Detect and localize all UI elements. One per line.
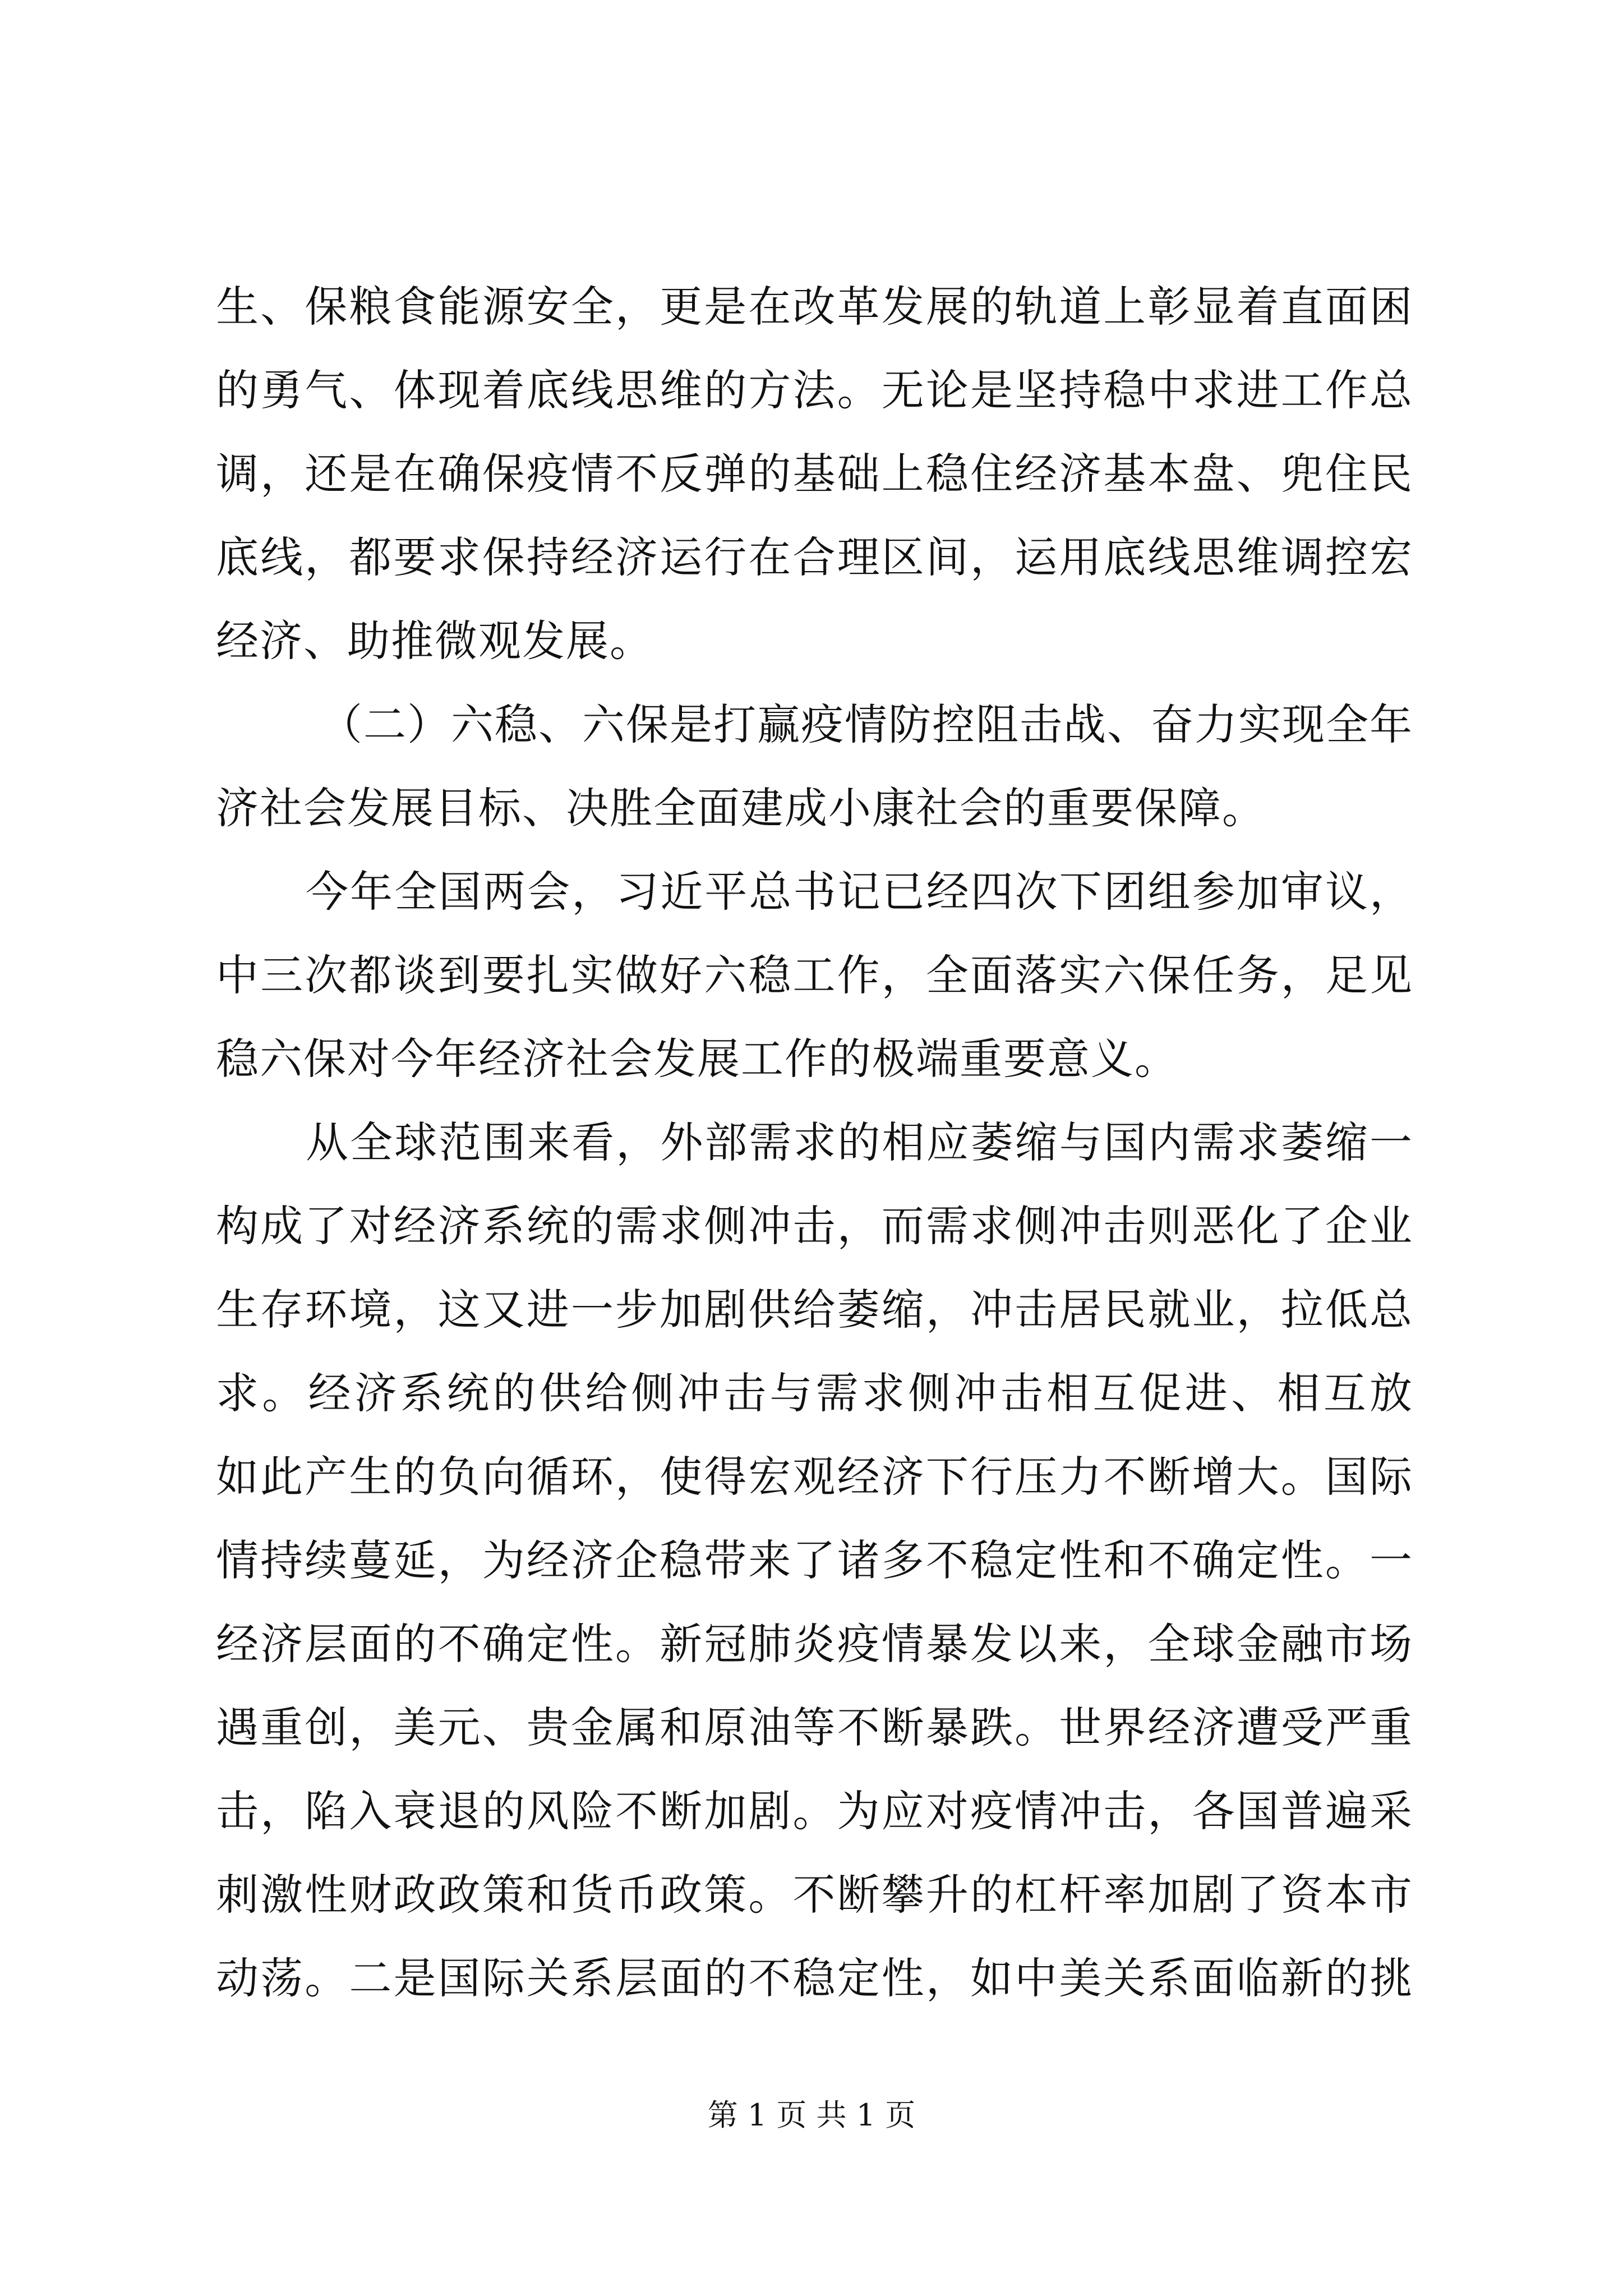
text-line: 经济层面的不确定性。新冠肺炎疫情暴发以来，全球金融市场 xyxy=(216,1619,1413,1669)
page-footer: 第 1 页 共 1 页 xyxy=(707,2097,916,2133)
text-line: 构成了对经济系统的需求侧冲击，而需求侧冲击则恶化了企业 xyxy=(216,1201,1413,1251)
text-line: 遇重创，美元、贵金属和原油等不断暴跌。世界经济遭受严重 xyxy=(216,1703,1413,1752)
section-heading-line: （二）六稳、六保是打赢疫情防控阻击战、奋力实现全年 xyxy=(320,700,1413,749)
document-body xyxy=(216,265,1413,2020)
text-line: 的勇气、体现着底线思维的方法。无论是坚持稳中求进工作总 xyxy=(216,365,1413,415)
text-line: 击，陷入衰退的风险不断加剧。为应对疫情冲击，各国普遍采 xyxy=(216,1786,1413,1836)
text-line: 如此产生的负向循环，使得宏观经济下行压力不断增大。国际 xyxy=(216,1452,1413,1502)
text-line: 刺激性财政政策和货币政策。不断攀升的杠杆率加剧了资本市 xyxy=(216,1870,1413,1920)
text-line: 生、保粮食能源安全，更是在改革发展的轨道上彰显着直面困 xyxy=(216,282,1413,332)
text-line: 底线，都要求保持经济运行在合理区间，运用底线思维调控宏 xyxy=(216,532,1413,582)
text-line: 情持续蔓延，为经济企稳带来了诸多不稳定性和不确定性。一 xyxy=(216,1535,1413,1585)
text-line: 生存环境，这又进一步加剧供给萎缩，冲击居民就业，拉低总 xyxy=(216,1285,1413,1335)
text-line: 求。经济系统的供给侧冲击与需求侧冲击相互促进、相互放 xyxy=(216,1368,1413,1418)
text-line: 从全球范围来看，外部需求的相应萎缩与国内需求萎缩一 xyxy=(306,1117,1413,1167)
text-line: 调，还是在确保疫情不反弹的基础上稳住经济基本盘、兜住民 xyxy=(216,449,1413,499)
text-line: 动荡。二是国际关系层面的不稳定性，如中美关系面临新的挑 xyxy=(216,1953,1413,2003)
section-heading-line: 济社会发展目标、决胜全面建成小康社会的重要保障。 xyxy=(216,783,1266,833)
text-line: 稳六保对今年经济社会发展工作的极端重要意义。 xyxy=(216,1034,1178,1084)
text-line: 经济、助推微观发展。 xyxy=(216,616,653,666)
text-line: 中三次都谈到要扎实做好六稳工作，全面落实六保任务，足见 xyxy=(216,950,1413,1000)
text-line: 今年全国两会，习近平总书记已经四次下团组参加审议， xyxy=(306,867,1413,917)
